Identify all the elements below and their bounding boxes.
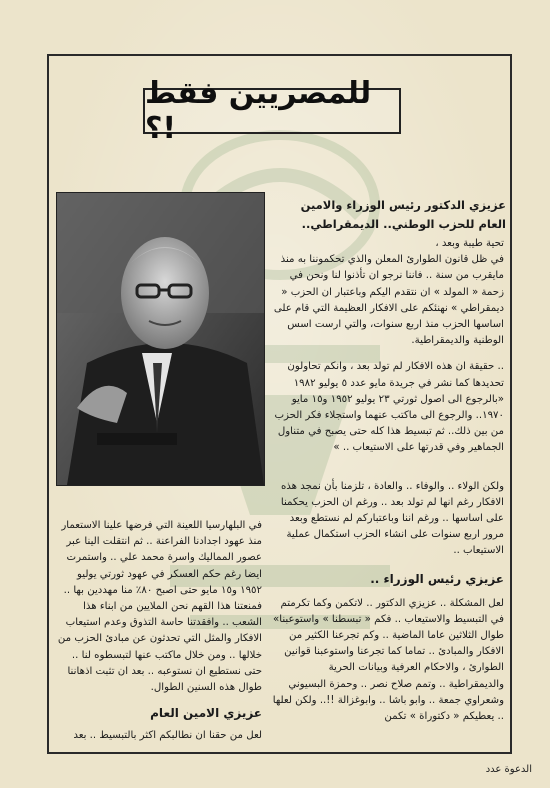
right-paragraph-1: في ظل قانون الطوارئ المعلن والذي تحكموننا به منذ مايقرب من سنة .. فاننا نرجو ان تأذنوا لنا ونحن في زحمة « المولد » ان نتقدم اليكم وباعتبار ان الحزب « ديمقراطي » نهنئكم على الافكار العظيمة التي قام على اساسها الحزب منذ اربع سنوات، والتي ارست اسس الوطنية والديمقراطية. [273,254,504,347]
article-title: للمصريين فقط ؟! [145,76,372,146]
article-heading [272,196,506,234]
left-paragraph-1: في البلهارسيا اللعينة التي فرضها علينا الاستعمار منذ عهود اجدادنا الفراعنة .. ثم انتقلت الينا عبر عصور المماليك واسرة محمد علي .. واستمرت ايضا رغم حكم العسكر في عهود ثورتي يوليو ١٩٥٢ و١٥ مايو حتى اصبح ٨٠٪ منا مهددين بها .. فمنعتنا هذا القهم نحن الملايين من ابناء هذا الشعب .. وافقدتنا حاسة التذوق وعدم استيعاب الافكار والمثل التي تحدثون عن مبادئ الحزب من خلالها .. ومن خلال ماكتب عنها لتبسطوه لنا .. حتى نستطيع ان نستوعبه .. بعد ان تثبت اذهاننا طوال هذه السنين الطوال. [57,520,262,694]
portrait-illustration-icon [57,193,264,485]
right-paragraph-3: ولكن الولاء .. والوفاء .. والعادة ، تلزمنا بأن نمجد هذه الافكار رغم انها لم تولد بعد .. ورغم ان الحزب يحكمنا على اساسها .. ورغم اننا وباعتباركم لم نستطع وبعد مرور اربع سنوات على انشاء الحزب استكمال عملية الاستيعاب .. [280,480,504,557]
right-column [272,236,504,725]
right-paragraph-2: .. حقيقة ان هذه الافكار لم تولد بعد ، وانكم تحاولون تحديدها كما نشر في جريدة مايو عدد ٥ يوليو ١٩٨٢ «بالرجوع الى اصول ثورتي ٢٣ يوليو ١٩٥٢ و١٥ مايو ١٩٧٠.. والرجوع الى ماكتب عنهما واستجلاء فكر الحزب من بين ذلك.. ثم تبسيط هذا كله حتى يصبح في متناول الجماهير وفي قدرتها على الاستيعاب .. » [274,361,504,454]
left-column [56,518,262,744]
right-paragraph-4: لعل المشكلة .. عزيزي الدكتور .. لاتكمن وكما تكرمتم في التبسيط والاستيعاب .. فكم « تبسطنا » واستوعبنا» طوال الثلاثين عاما الماضية .. وكم تجرعنا الكثير من الافكار والمبادئ .. تماما كما تجرعنا واستوعبنا قوانين الطوارئ ، والاحكام العرفية وبيانات الحرية والديمقراطية .. وتمم صلاح نصر .. وحمزة البسيوني وشعراوي جمعة .. وابو باشا .. وابوغزالة !!.. ولكن لعلها .. يعطيكم « دكتوراة » تكمن [272,597,504,723]
portrait-photo [56,192,265,486]
article-title-box [143,76,401,146]
heading-text: عزيزي الدكتور رئيس الوزراء والامين العام للحزب الوطني.. الديمقراطي.. [300,198,506,231]
right-subhead: عزيزي رئيس الوزراء .. [370,571,504,586]
footer-publication: الدعوة عدد [485,764,532,775]
left-paragraph-2: لعل من حقنا ان نطالبكم اكثر بالتبسيط .. بعد [73,730,262,742]
greeting-text: تحية طيبة وبعد ، [435,238,504,249]
left-subhead: عزيزي الامين العام [150,706,262,721]
